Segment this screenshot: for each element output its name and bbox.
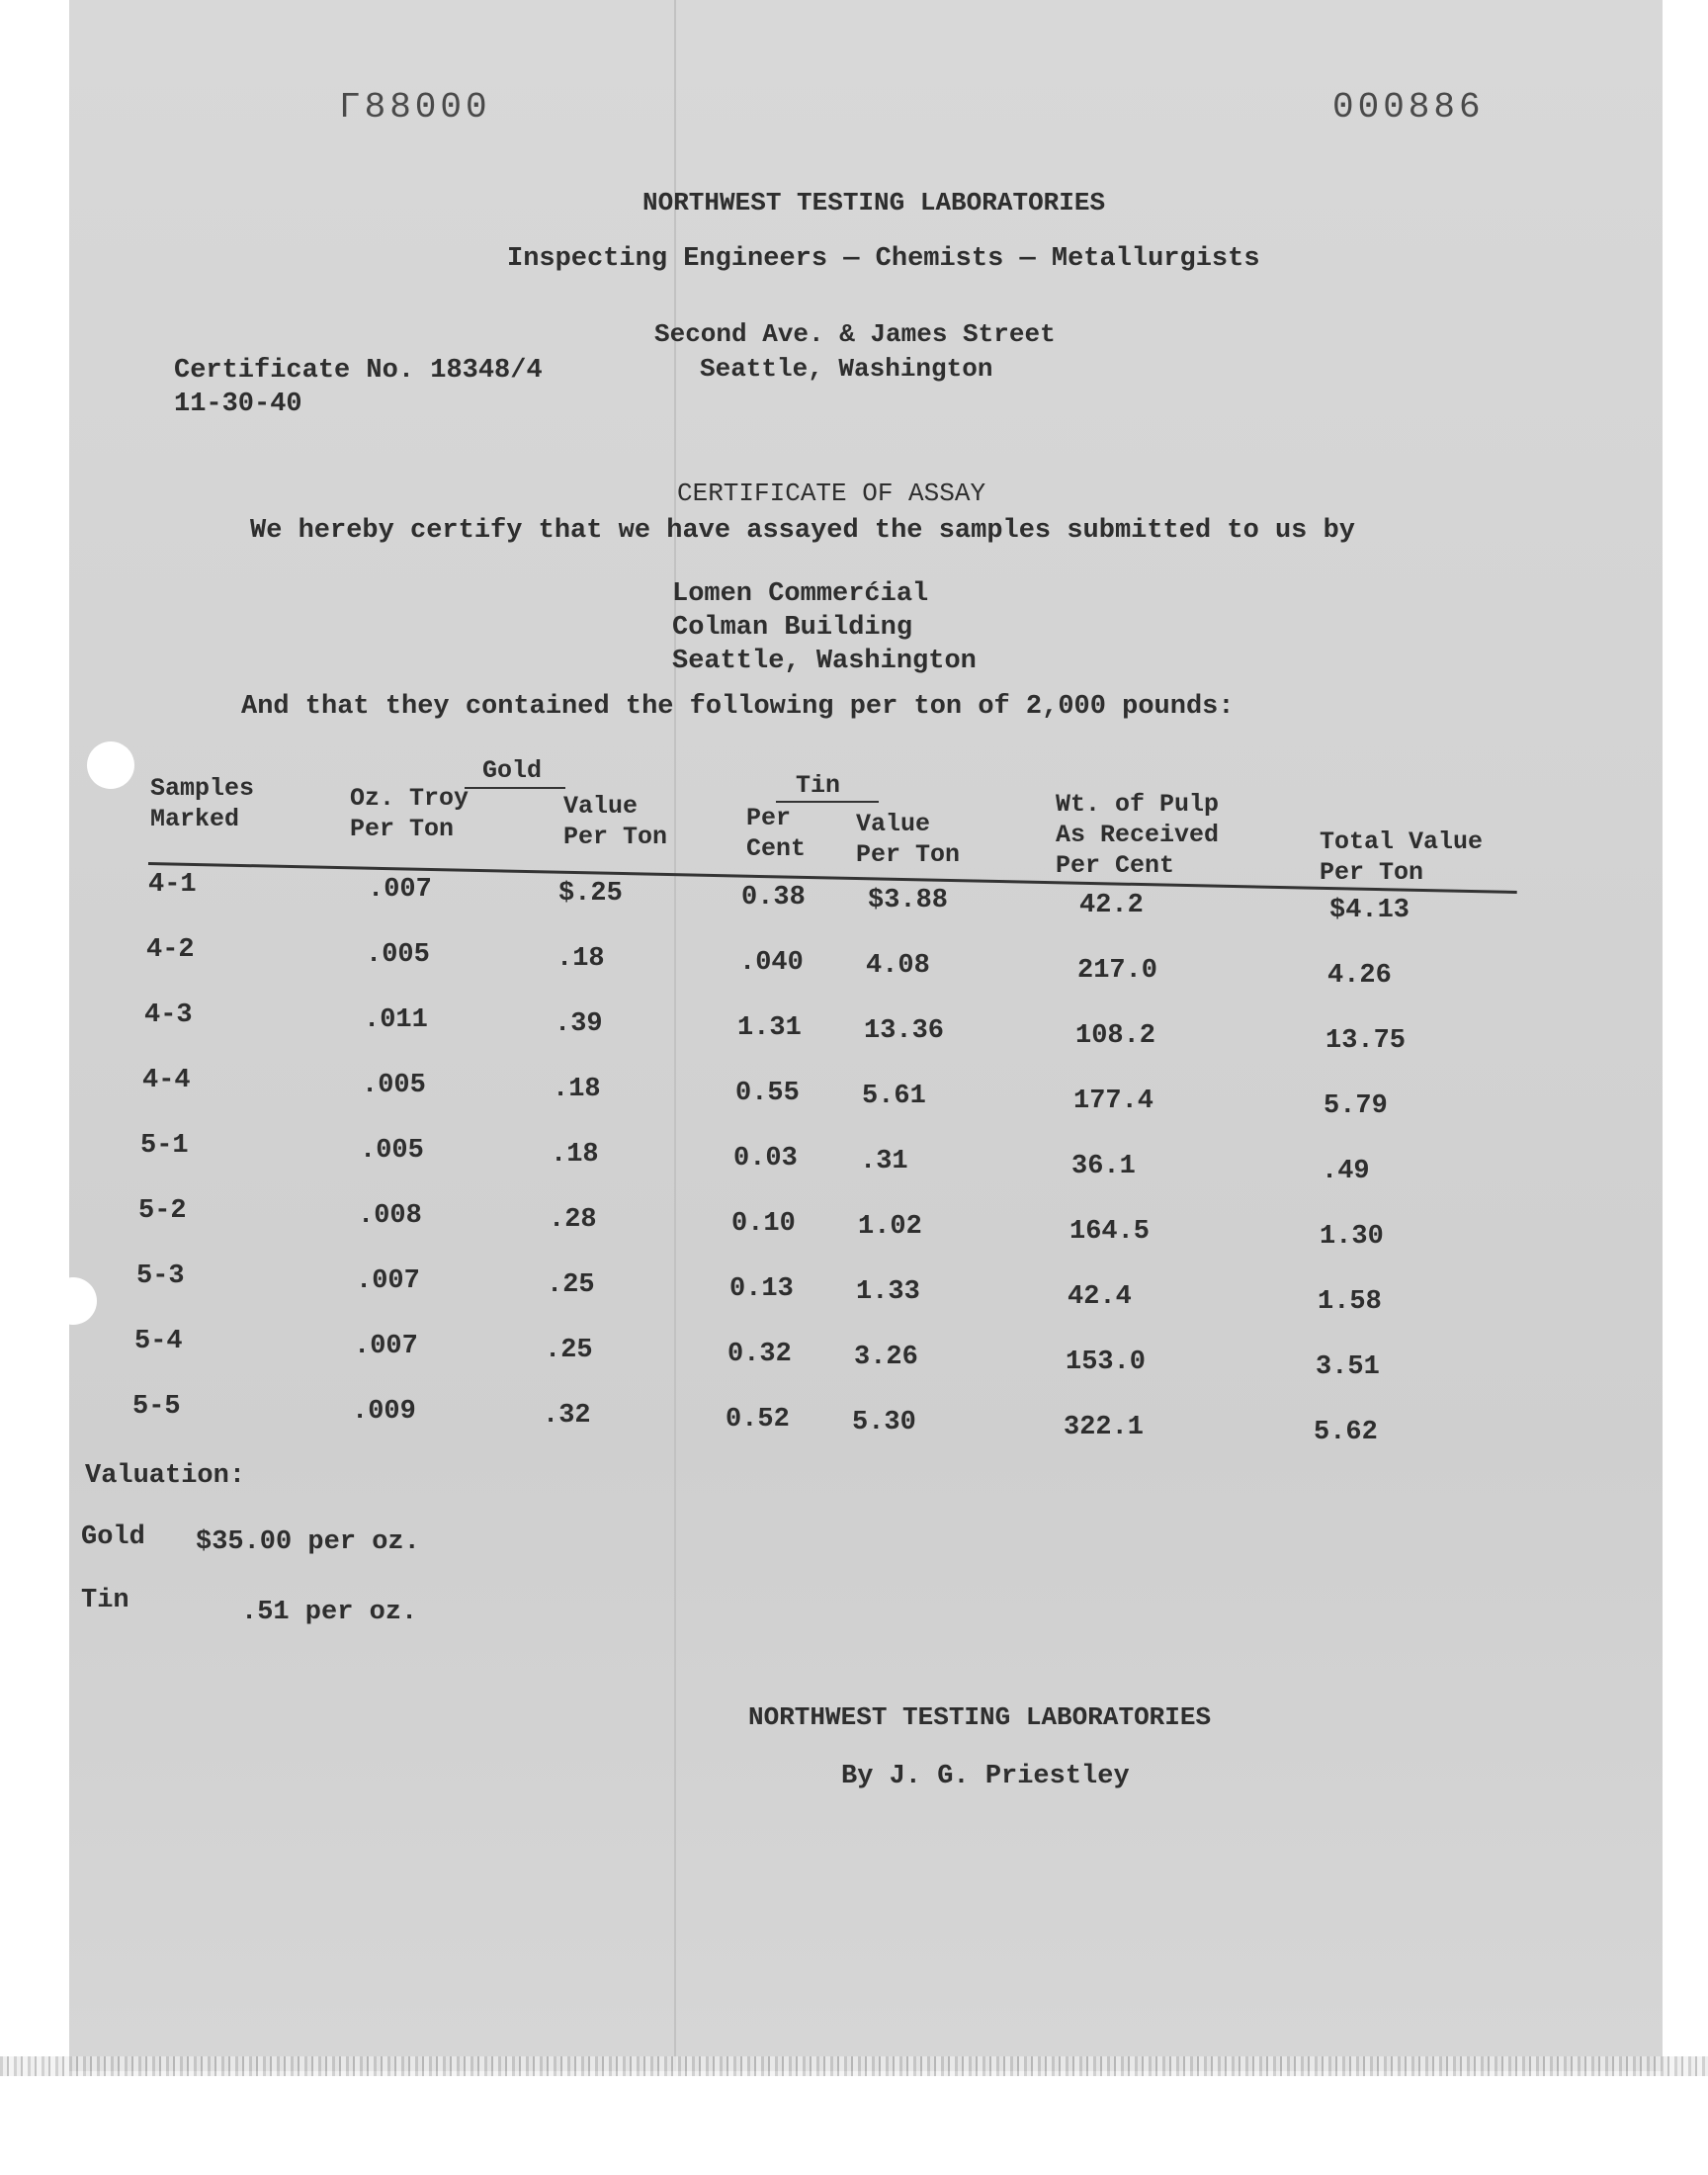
cell-pulp-weight: 322.1 bbox=[1064, 1413, 1145, 1442]
cell-sample: 5-4 bbox=[134, 1327, 183, 1356]
cell-gold-value: .32 bbox=[543, 1401, 591, 1431]
cell-sample: 4-4 bbox=[142, 1066, 191, 1095]
cell-oz-troy: .007 bbox=[354, 1332, 418, 1361]
cell-total-value: 1.58 bbox=[1318, 1287, 1382, 1317]
certificate-number: Certificate No. 18348/4 bbox=[174, 356, 543, 386]
cell-tin-value: 13.36 bbox=[864, 1016, 945, 1046]
cell-tin-percent: 0.13 bbox=[729, 1274, 794, 1304]
cell-oz-troy: .005 bbox=[362, 1071, 426, 1100]
cell-oz-troy: .011 bbox=[364, 1005, 428, 1035]
cell-tin-percent: 0.10 bbox=[731, 1209, 796, 1239]
cell-gold-value: $.25 bbox=[558, 879, 623, 909]
contents-statement: And that they contained the following per ton of 2,000 pounds: bbox=[241, 692, 1235, 722]
cell-sample: 4-1 bbox=[148, 870, 197, 900]
cell-tin-value: 5.30 bbox=[852, 1408, 916, 1437]
cell-total-value: 5.62 bbox=[1314, 1418, 1378, 1447]
col-header-pulp-weight: Wt. of Pulp As Received Per Cent bbox=[1056, 790, 1220, 880]
cell-sample: 5-1 bbox=[140, 1131, 189, 1161]
cell-total-value: $4.13 bbox=[1329, 896, 1410, 925]
doc-number-right: 000886 bbox=[1332, 87, 1485, 128]
cell-total-value: 4.26 bbox=[1327, 961, 1392, 991]
client-building: Colman Building bbox=[672, 613, 913, 643]
cell-pulp-weight: 217.0 bbox=[1077, 956, 1158, 986]
cell-total-value: 3.51 bbox=[1316, 1352, 1380, 1382]
cell-tin-percent: .040 bbox=[739, 948, 804, 978]
valuation-gold-price: $35.00 per oz. bbox=[196, 1527, 420, 1557]
cell-oz-troy: .007 bbox=[368, 875, 432, 905]
cell-oz-troy: .005 bbox=[366, 940, 430, 970]
scan-edge-noise bbox=[0, 2056, 1708, 2076]
cell-sample: 4-3 bbox=[144, 1000, 193, 1030]
cell-oz-troy: .005 bbox=[360, 1136, 424, 1166]
cell-tin-value: 1.33 bbox=[856, 1277, 920, 1307]
signature-company: NORTHWEST TESTING LABORATORIES bbox=[748, 1702, 1212, 1732]
letterhead-address-line1: Second Ave. & James Street bbox=[654, 319, 1056, 349]
cell-gold-value: .18 bbox=[556, 944, 605, 974]
group-header-gold: Gold bbox=[482, 756, 543, 785]
col-header-gold-value: Value Per Ton bbox=[563, 792, 668, 851]
page-fold-line bbox=[674, 0, 676, 2071]
cell-gold-value: .25 bbox=[545, 1336, 593, 1365]
client-name: Lomen Commerćial bbox=[672, 579, 929, 609]
col-header-tin-percent: Per Cent bbox=[746, 804, 807, 863]
cell-gold-value: .18 bbox=[551, 1140, 599, 1170]
certificate-intro: We hereby certify that we have assayed the samples submitted to us by bbox=[250, 516, 1355, 546]
punch-hole-upper bbox=[87, 741, 134, 789]
col-header-samples: Samples Marked bbox=[150, 774, 255, 833]
cell-pulp-weight: 42.4 bbox=[1068, 1282, 1132, 1312]
cell-sample: 5-5 bbox=[132, 1392, 181, 1422]
valuation-tin-label: Tin bbox=[81, 1586, 129, 1615]
letterhead-company: NORTHWEST TESTING LABORATORIES bbox=[642, 188, 1106, 218]
cell-tin-percent: 0.38 bbox=[741, 883, 806, 913]
col-header-tin-value: Value Per Ton bbox=[856, 810, 961, 869]
valuation-gold-label: Gold bbox=[81, 1522, 145, 1552]
cell-sample: 4-2 bbox=[146, 935, 195, 965]
cell-pulp-weight: 177.4 bbox=[1073, 1087, 1154, 1116]
cell-tin-value: 4.08 bbox=[866, 951, 930, 981]
cell-tin-value: 1.02 bbox=[858, 1212, 922, 1242]
cell-pulp-weight: 36.1 bbox=[1071, 1152, 1136, 1181]
letterhead-professions: Inspecting Engineers — Chemists — Metallurgists bbox=[507, 244, 1260, 274]
letterhead-address-line2: Seattle, Washington bbox=[700, 354, 993, 384]
valuation-label: Valuation: bbox=[85, 1461, 246, 1491]
cell-tin-percent: 0.03 bbox=[733, 1144, 798, 1174]
cell-gold-value: .18 bbox=[553, 1075, 601, 1104]
certificate-date: 11-30-40 bbox=[174, 390, 302, 419]
signature-by: By J. G. Priestley bbox=[841, 1762, 1130, 1791]
cell-tin-value: 5.61 bbox=[862, 1082, 926, 1111]
cell-tin-percent: 1.31 bbox=[737, 1013, 802, 1043]
cell-sample: 5-3 bbox=[136, 1262, 185, 1291]
cell-tin-value: .31 bbox=[860, 1147, 908, 1176]
cell-tin-value: $3.88 bbox=[868, 886, 949, 915]
cell-oz-troy: .007 bbox=[356, 1266, 420, 1296]
cell-sample: 5-2 bbox=[138, 1196, 187, 1226]
punch-hole-lower bbox=[49, 1277, 97, 1325]
cell-total-value: 13.75 bbox=[1325, 1026, 1407, 1056]
col-header-total-value: Total Value Per Ton bbox=[1320, 827, 1484, 887]
col-header-oz-troy: Oz. Troy Per Ton bbox=[350, 784, 470, 843]
certificate-title: CERTIFICATE OF ASSAY bbox=[677, 478, 986, 508]
cell-pulp-weight: 42.2 bbox=[1079, 891, 1144, 920]
cell-pulp-weight: 108.2 bbox=[1075, 1021, 1156, 1051]
cell-gold-value: .28 bbox=[549, 1205, 597, 1235]
cell-pulp-weight: 153.0 bbox=[1066, 1348, 1147, 1377]
cell-oz-troy: .008 bbox=[358, 1201, 422, 1231]
gold-group-rule bbox=[465, 787, 565, 789]
cell-total-value: 1.30 bbox=[1320, 1222, 1384, 1252]
cell-tin-percent: 0.32 bbox=[727, 1340, 792, 1369]
cell-tin-percent: 0.55 bbox=[735, 1079, 800, 1108]
doc-number-left: Г88000 bbox=[339, 87, 491, 128]
cell-tin-value: 3.26 bbox=[854, 1343, 918, 1372]
cell-gold-value: .39 bbox=[555, 1009, 603, 1039]
client-city: Seattle, Washington bbox=[672, 647, 977, 676]
cell-oz-troy: .009 bbox=[352, 1397, 416, 1427]
cell-pulp-weight: 164.5 bbox=[1069, 1217, 1151, 1247]
cell-total-value: .49 bbox=[1322, 1157, 1370, 1186]
group-header-tin: Tin bbox=[796, 771, 841, 800]
cell-total-value: 5.79 bbox=[1324, 1091, 1388, 1121]
cell-gold-value: .25 bbox=[547, 1270, 595, 1300]
cell-tin-percent: 0.52 bbox=[726, 1405, 790, 1435]
valuation-tin-price: .51 per oz. bbox=[241, 1598, 418, 1627]
